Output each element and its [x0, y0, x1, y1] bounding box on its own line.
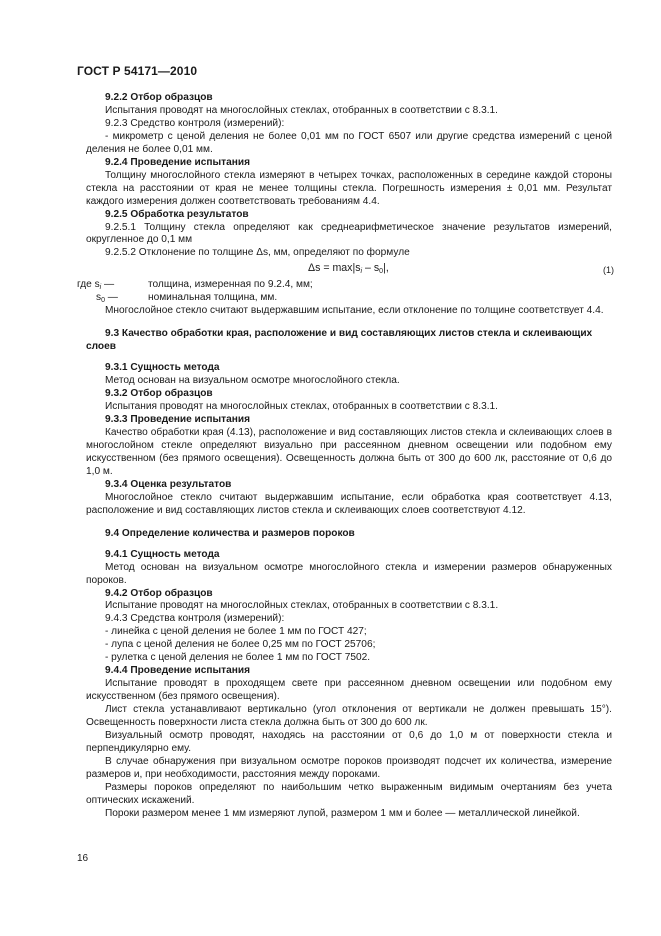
- formula-number: (1): [603, 265, 614, 276]
- paragraph: Испытание проводят в проходящем свете при рассеянном дневном освещении или подобном ему искусственном (без прямого освещения).: [86, 678, 612, 703]
- page-number: 16: [77, 853, 89, 864]
- paragraph: Метод основан на визуальном осмотре многослойного стекла.: [105, 375, 400, 387]
- section-title-9-3: 9.3 Качество обработки края, расположение и вид составляющих листов стекла и склеивающих слоев: [86, 328, 593, 353]
- list-item: - лупа с ценой деления не более 0,25 мм по ГОСТ 25706;: [105, 639, 376, 651]
- paragraph: Испытания проводят на многослойных стеклах, отобранных в соответствии с 8.3.1.: [105, 104, 498, 116]
- heading-9-3-3: 9.3.3 Проведение испытания: [105, 414, 250, 426]
- heading-9-4-2: 9.4.2 Отбор образцов: [105, 587, 213, 599]
- heading-9-4-1: 9.4.1 Сущность метода: [105, 548, 220, 560]
- formula-legend-row: [86, 292, 612, 305]
- paragraph: Качество обработки края (4.13), расположение и вид составляющих листов стекла и склеивающих слоев в многослойном стекле определяют визуально при рассеянном дневном освещении или подобном ему искусственном (без прямого освещения). Освещенность должна быть от 300 до 600 лк, расстояние от 0,6 до 1,0 м.: [86, 427, 612, 477]
- heading-9-3-2: 9.3.2 Отбор образцов: [105, 388, 213, 400]
- paragraph: Метод основан на визуальном осмотре многослойного стекла и измерении размеров обнаруженных пороков.: [86, 561, 612, 586]
- list-item: - микрометр с ценой деления не более 0,01 мм по ГОСТ 6507 или другие средства измерений с ценой деления не более 0,01 мм.: [86, 130, 612, 155]
- paragraph: Визуальный осмотр проводят, находясь на расстоянии от 0,6 до 1,0 м от поверхности стекла и перпендикулярно ему.: [86, 729, 612, 754]
- paragraph: Размеры пороков определяют по наибольшим четко выраженным видимым очертаниям без учета оптических искажений.: [86, 781, 612, 806]
- section-title-9-4: 9.4 Определение количества и размеров пороков: [105, 527, 355, 539]
- paragraph: Многослойное стекло считают выдержавшим испытание, если отклонение по толщине соответствует 4.4.: [105, 305, 604, 317]
- list-item: - линейка с ценой деления не более 1 мм по ГОСТ 427;: [105, 626, 367, 638]
- paragraph: Испытания проводят на многослойных стеклах, отобранных в соответствии с 8.3.1.: [105, 401, 498, 413]
- legend-text: толщина, измеренная по 9.2.4, мм;: [148, 279, 313, 291]
- list-item: - рулетка с ценой деления не более 1 мм по ГОСТ 7502.: [105, 652, 371, 664]
- heading-9-3-1: 9.3.1 Сущность метода: [105, 362, 220, 374]
- legend-text: номинальная толщина, мм.: [148, 292, 278, 304]
- formula-1: [86, 261, 612, 277]
- heading-9-4-4: 9.4.4 Проведение испытания: [105, 665, 250, 677]
- paragraph: Пороки размером менее 1 мм измеряют лупой, размером 1 мм и более — металлической линейкой.: [105, 807, 580, 819]
- paragraph: 9.2.5.1 Толщину стекла определяют как среднеарифметическое значение результатов измерений, округленное до 0,1 мм: [86, 221, 612, 246]
- paragraph: Многослойное стекло считают выдержавшим испытание, если обработка края соответствует 4.13, расположение и вид составляющих листов стекла и склеивающих слоев соответствуют 4.12.: [86, 491, 612, 516]
- heading-9-3-4: 9.3.4 Оценка результатов: [105, 478, 232, 490]
- paragraph: В случае обнаружения при визуальном осмотре пороков производят подсчет их количества, измерение размеров и, при необходимости, расстояния между пороками.: [86, 755, 612, 780]
- legend-symbol: где $s_i$ —: [77, 279, 115, 292]
- formula-legend-row: [77, 279, 612, 292]
- paragraph: 9.2.3 Средство контроля (измерений):: [105, 117, 285, 129]
- legend-symbol: $s_0$ —: [96, 292, 118, 305]
- paragraph: Лист стекла устанавливают вертикально (угол отклонения от вертикали не должен превышать 15°). Освещенность поверхности листа стекла должна быть от 300 до 600 лк.: [86, 704, 612, 729]
- paragraph: Испытание проводят на многослойных стеклах, отобранных в соответствии с 8.3.1.: [105, 600, 499, 612]
- heading-9-2-5: 9.2.5 Обработка результатов: [105, 208, 249, 220]
- paragraph: 9.4.3 Средства контроля (измерений):: [105, 613, 285, 625]
- document-body: [77, 92, 614, 821]
- document-header: ГОСТ Р 54171—2010: [77, 64, 198, 78]
- paragraph: Толщину многослойного стекла измеряют в четырех точках, расположенных в середине каждой стороны стекла на расстоянии от края не менее толщины стекла. Погрешность измерения ± 0,01 мм. Результат каждого измерения должен соответствовать требованиям 4.4.: [86, 169, 612, 207]
- paragraph: 9.2.5.2 Отклонение по толщине Δs, мм, определяют по формуле: [105, 247, 410, 259]
- heading-9-2-4: 9.2.4 Проведение испытания: [105, 156, 250, 168]
- heading-9-2-2: 9.2.2 Отбор образцов: [105, 92, 213, 103]
- formula-expression: $\Delta s = \max|s_i - s_0|$,: [308, 262, 389, 276]
